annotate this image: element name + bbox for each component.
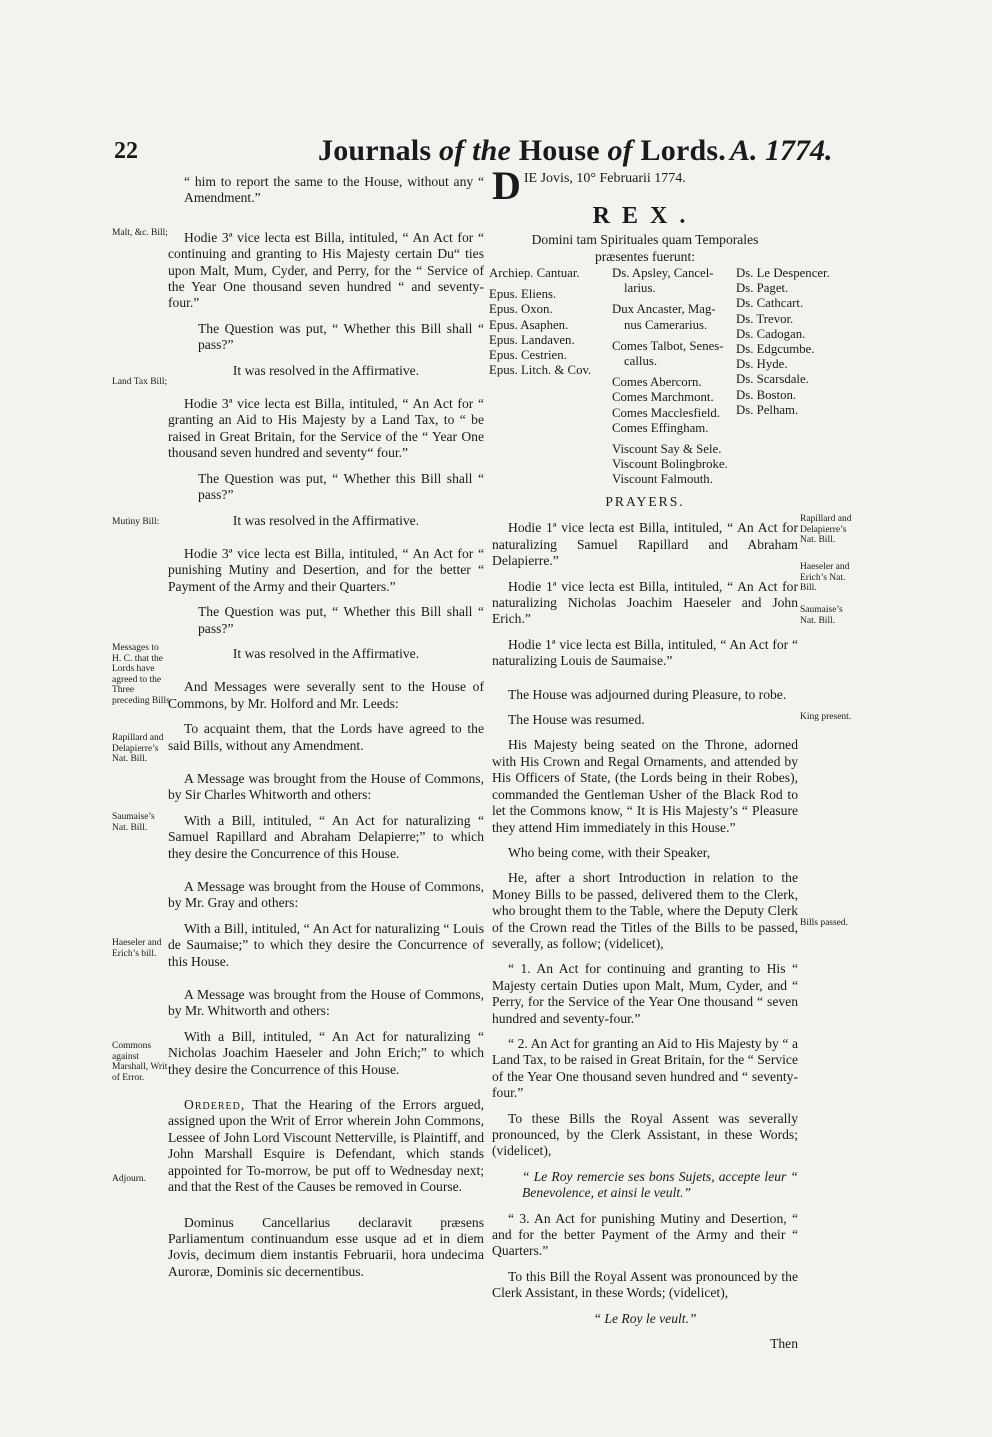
margin-note-king-present: King present.	[800, 712, 852, 722]
date-line: D IE Jovis, 10° Februarii 1774.	[492, 170, 686, 202]
lord-entry: Epus. Asaphen.	[489, 317, 569, 332]
lord-entry: Ds. Trevor.	[736, 311, 794, 326]
lords-list-temporal	[612, 266, 728, 488]
rex-heading: REX.	[592, 203, 698, 229]
lord-entry: Ds. Pelham.	[736, 402, 799, 417]
resolved-mutiny: It was resolved in the Affirmative.	[232, 645, 420, 661]
paragraph-rapillard-first-reading: Hodie 1ª vice lecta est Billa, intituled, “ An Act for naturalizing Samuel Rapillard and Abraham Delapierre.”	[492, 520, 798, 569]
lord-entry: Ds. Cadogan.	[736, 326, 806, 341]
lord-entry: Comes Effingham.	[612, 420, 709, 435]
lord-entry: Ds. Hyde.	[736, 357, 788, 372]
paragraph-ordered: Ordered, That the Hearing of the Errors argued, assigned upon the Writ of Error wherein John Commons, Lessee of John Lord Viscount Netterville, is Plaintiff, and John Marshall Esquire is Defendant, which stands appointed for To-morrow, be put off to Wednesday next; and that the Rest of the Causes be removed in Course.	[168, 1097, 484, 1195]
margin-note-bills-passed: Bills passed.	[800, 918, 849, 928]
margin-note-adjourn: Adjourn.	[112, 1174, 147, 1184]
paragraph-acquaint: To acquaint them, that the Lords have agreed to the said Bills, without any Amendment.	[168, 721, 484, 753]
prayers-heading: PRAYERS.	[605, 494, 685, 509]
margin-note-rapillard: Rapillard and Delapierre’s Nat. Bill.	[112, 733, 164, 764]
lord-entry: Ds. Apsley, Cancel-	[612, 266, 714, 280]
paragraph-rapillard-message: A Message was brought from the House of Commons, by Sir Charles Whitworth and others:	[168, 770, 484, 803]
lord-entry: larius.	[624, 281, 656, 296]
lord-entry: Epus. Cestrien.	[489, 348, 567, 363]
paragraph-land-tax-bill: Hodie 3ª vice lecta est Billa, intituled, “ An Act for “ granting an Aid to His Majesty by a Land Tax, to “ be raised in Great Britain, for the Service of the “ Year One thousand seven hundred and seventy“ four.”	[168, 396, 484, 461]
ordered-label: Ordered,	[184, 1097, 246, 1113]
margin-note-land-tax: Land Tax Bill;	[112, 377, 168, 387]
lord-entry: Ds. Scarsdale.	[736, 372, 809, 387]
left-column	[168, 174, 484, 1289]
royal-assent-words-two: “ Le Roy le veult.”	[593, 1310, 697, 1326]
margin-note-messages: Messages to H. C. that the Lords have agreed to the Three preceding Bills	[112, 643, 170, 706]
right-column-proceedings	[492, 484, 798, 1352]
lord-entry: Comes Talbot, Senes-	[612, 338, 724, 353]
lord-entry: Ds. Cathcart.	[736, 296, 804, 311]
margin-note-haeseler-right: Haeseler and Erich’s Nat. Bill.	[800, 562, 850, 593]
lord-entry: callus.	[624, 354, 658, 369]
paragraph-saumaise-message: A Message was brought from the House of Commons, by Mr. Gray and others:	[168, 879, 484, 911]
question-land-tax: The Question was put, “ Whether this Bill shall “ pass?”	[198, 470, 484, 503]
lord-entry: Epus. Oxon.	[489, 302, 553, 317]
paragraph-saumaise-first-reading: Hodie 1ª vice lecta est Billa, intituled, “ An Act for “ naturalizing Louis de Saumaise.”	[492, 636, 798, 669]
margin-note-haeseler: Haeseler and Erich’s bill.	[112, 938, 162, 959]
catchword: Then	[770, 1336, 798, 1352]
paragraph-rapillard-bill: With a Bill, intituled, “ An Act for naturalizing “ Samuel Rapillard and Abraham Delapierre;” to which they desire the Concurrence of this House.	[168, 812, 484, 861]
lord-entry: Epus. Landaven.	[489, 332, 575, 347]
lords-list-barons	[736, 266, 830, 418]
paragraph-bill-two: “ 2. An Act for granting an Aid to His Majesty by “ a Land Tax, to be raised in Great Britain, for the “ Service of the Year One thousand seven hundred and “ seventy-four.”	[492, 1035, 798, 1101]
margin-note-rapillard-right: Rapillard and Delapierre’s Nat. Bill.	[800, 514, 852, 545]
paragraph-haeseler-first-reading: Hodie 1ª vice lecta est Billa, intituled, “ An Act for naturalizing Nicholas Joachim Haeseler and John Erich.”	[492, 578, 798, 627]
question-mutiny: The Question was put, “ Whether this Bill shall “ pass?”	[198, 604, 484, 636]
lord-entry: Ds. Paget.	[736, 281, 789, 296]
lord-entry: Comes Macclesfield.	[612, 405, 721, 420]
lord-entry: Ds. Boston.	[736, 387, 797, 402]
paragraph-haeseler-bill: With a Bill, intituled, “ An Act for naturalizing “ Nicholas Joachim Haeseler and John Erich;” to which they desire the Concurrence of this House.	[168, 1028, 484, 1077]
lord-entry: Ds. Le Despencer.	[736, 266, 830, 280]
margin-note-commons: Commons against Marshall, Writ of Error.	[112, 1041, 168, 1083]
drop-cap: D	[492, 170, 521, 202]
paragraph-malt-bill: Hodie 3ª vice lecta est Billa, intituled, “ An Act for “ continuing and granting to His Majesty certain Du“ ties upon Malt, Mum, Cyder, and Perry, for the “ Service of the Year One thousand seven hundred “ and seventy-four.”	[168, 229, 484, 311]
page-number: 22	[114, 138, 138, 164]
right-column	[492, 170, 798, 274]
lord-entry: Epus. Eliens.	[489, 287, 557, 302]
paragraph-resumed: The House was resumed.	[508, 712, 645, 728]
paragraph-introduction: He, after a short Introduction in relation to the Money Bills to be passed, delivered them to the Clerk, who brought them to the Table, where the Deputy Clerk of the Crown read the Titles of the Bills to be passed, severally, as follow; (videlicet),	[492, 870, 798, 951]
lord-entry: Comes Abercorn.	[612, 375, 702, 390]
paragraph-saumaise-bill: With a Bill, intituled, “ An Act for naturalizing “ Louis de Saumaise;” to which they desire the Concurrence of this House.	[168, 920, 484, 969]
margin-note-mutiny: Mutiny Bill:	[112, 517, 160, 527]
paragraph-haeseler-message: A Message was brought from the House of Commons, by Mr. Whitworth and others:	[168, 987, 484, 1019]
royal-assent-words-one: “ Le Roy remercie ses bons Sujets, accepte leur “ Benevolence, et ainsi le veult.”	[522, 1168, 798, 1201]
resolved-malt: It was resolved in the Affirmative.	[232, 362, 420, 378]
margin-note-saumaise: Saumaise’s Nat. Bill.	[112, 812, 155, 833]
resolved-land-tax: It was resolved in the Affirmative.	[232, 512, 420, 528]
lord-entry: Viscount Say & Sele.	[612, 442, 722, 457]
paragraph-messages: And Messages were severally sent to the House of Commons, by Mr. Holford and Mr. Leeds:	[168, 679, 484, 711]
lord-entry: Epus. Litch. & Cov.	[489, 363, 592, 378]
lord-entry: Comes Marchmont.	[612, 390, 714, 405]
paragraph-adjourned-robe: The House was adjourned during Pleasure, to robe.	[508, 686, 787, 702]
paragraph-bill-three: “ 3. An Act for punishing Mutiny and Desertion, “ and for the better Payment of the Army and their “ Quarters.”	[492, 1210, 798, 1259]
journal-title: Journals of the House of Lords.	[318, 134, 726, 167]
lords-list-spiritual	[489, 266, 591, 378]
lord-entry: Viscount Falmouth.	[612, 472, 713, 487]
paragraph-report: “ him to report the same to the House, without any “ Amendment.”	[184, 174, 484, 206]
lord-entry: Ds. Edgcumbe.	[736, 342, 815, 357]
present-lords-heading: Domini tam Spirituales quam Temporales præsentes fuerunt:	[531, 232, 759, 264]
question-malt: The Question was put, “ Whether this Bill shall “ pass?”	[198, 320, 484, 353]
margin-note-malt: Malt, &c. Bill;	[112, 228, 168, 238]
journal-year: A. 1774.	[730, 134, 833, 167]
paragraph-mutiny-bill: Hodie 3ª vice lecta est Billa, intituled, “ An Act for “ punishing Mutiny and Desertion, and for the better “ Payment of the Army and their Quarters.”	[168, 545, 484, 594]
paragraph-king-present: His Majesty being seated on the Throne, adorned with His Crown and Regal Ornaments, and attended by His Officers of State, (the Lords being in their Robes), commanded the Gentleman Usher of the Black Rod to let the Commons know, “ It is His Majesty’s “ Pleasure they attend Him immediately in this House.”	[492, 737, 798, 835]
paragraph-adjourn: Dominus Cancellarius declaravit præsens Parliamentum continuandum esse usque ad et in diem Jovis, decimum diem instantis Februarii, hora undecima Auroræ, Dominis sic decernentibus.	[168, 1214, 484, 1279]
lord-entry: Viscount Bolingbroke.	[612, 457, 728, 472]
paragraph-royal-assent-one: To these Bills the Royal Assent was severally pronounced, by the Clerk Assistant, in these Words; (videlicet),	[492, 1110, 798, 1159]
lord-entry: Archiep. Cantuar.	[489, 266, 580, 280]
lord-entry: Dux Ancaster, Mag-	[612, 302, 716, 317]
paragraph-royal-assent-two: To this Bill the Royal Assent was pronounced by the Clerk Assistant, in these Words; (videlicet),	[492, 1268, 798, 1301]
lord-entry: nus Camerarius.	[624, 317, 708, 332]
paragraph-who-being-come: Who being come, with their Speaker,	[508, 844, 711, 860]
paragraph-bill-one: “ 1. An Act for continuing and granting to His “ Majesty certain Duties upon Malt, Mum, Cyder, and “ Perry, for the Service of the Year One thousand “ seven hundred and seventy-four.”	[492, 961, 798, 1026]
margin-note-saumaise-right: Saumaise’s Nat. Bill.	[800, 605, 843, 626]
